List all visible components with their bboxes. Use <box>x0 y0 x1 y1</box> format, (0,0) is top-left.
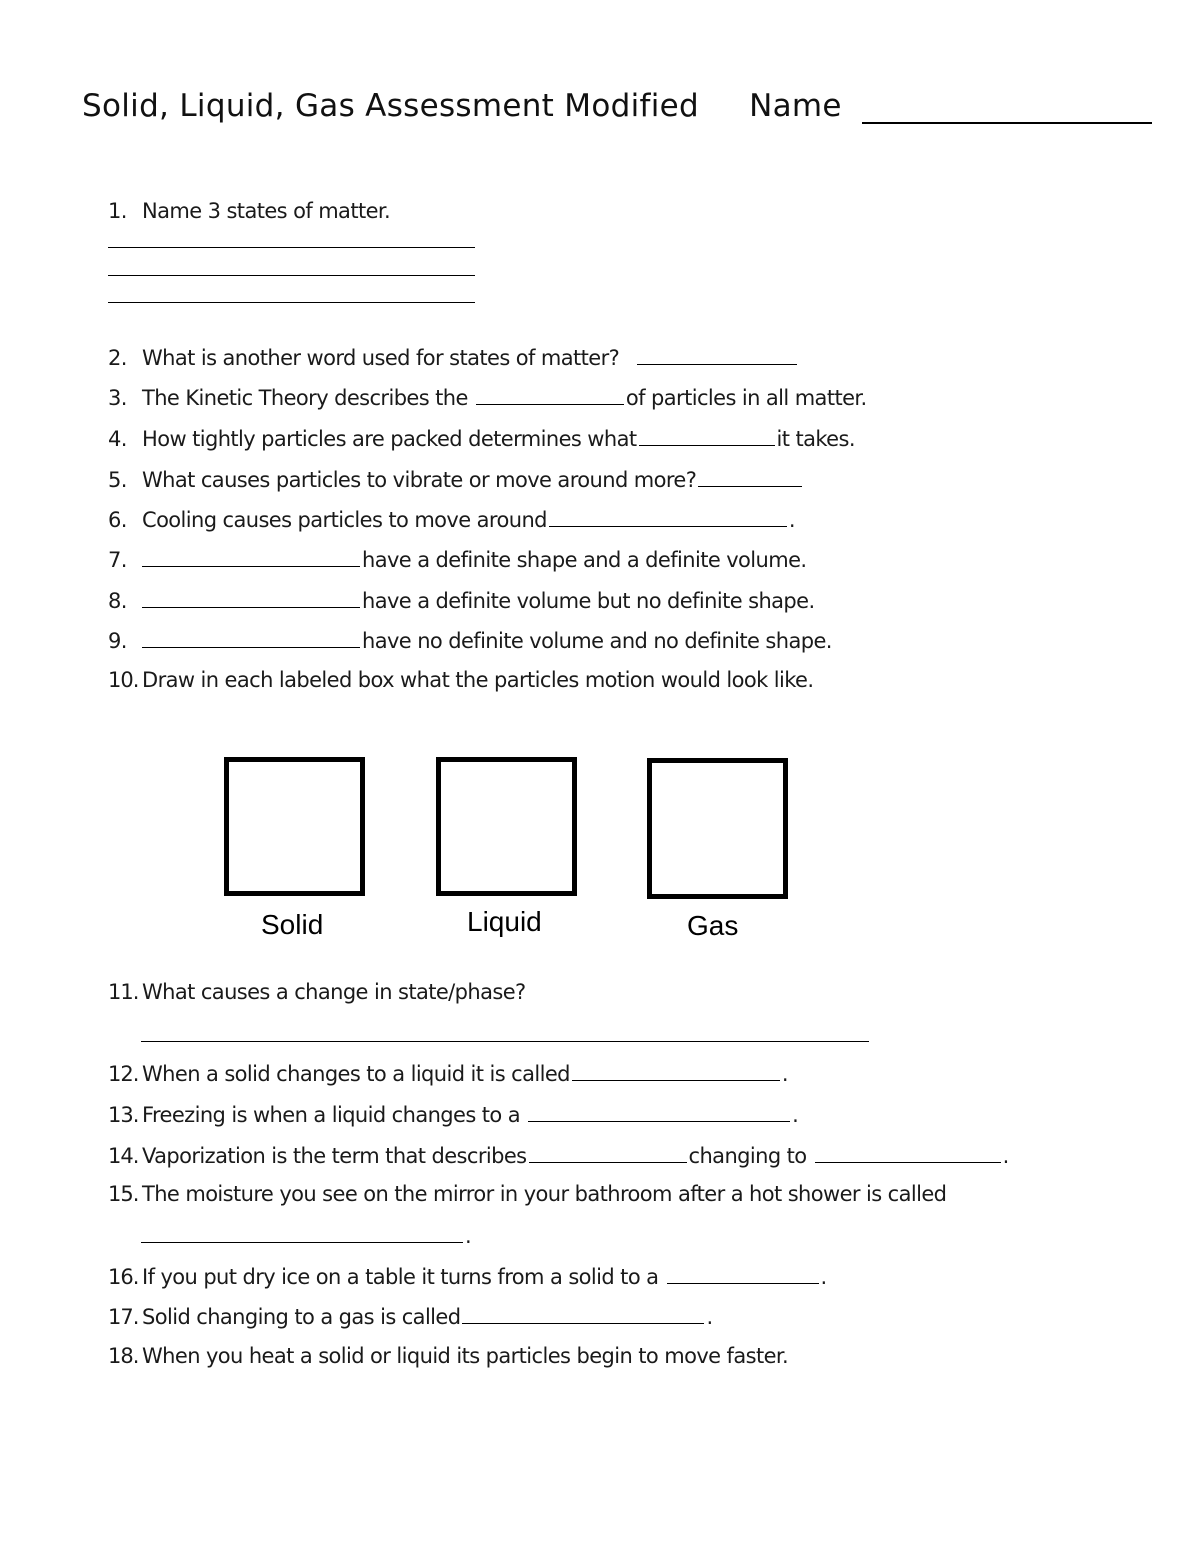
answer-blank[interactable] <box>476 384 624 405</box>
question-number: 14. <box>108 1144 139 1168</box>
question-text: The moisture you see on the mirror in your bathroom after a hot shower is called <box>142 1182 947 1206</box>
answer-blank[interactable] <box>142 587 360 608</box>
question-text: Solid changing to a gas is called <box>142 1305 461 1329</box>
question-11 <box>108 980 526 1004</box>
question-15 <box>108 1182 946 1206</box>
answer-blank[interactable] <box>141 1222 463 1243</box>
liquid-box-label: Liquid <box>467 906 542 937</box>
answer-blank[interactable] <box>637 344 797 365</box>
answer-line-11[interactable] <box>141 1041 869 1042</box>
answer-line-1c[interactable] <box>108 302 475 303</box>
answer-line-1b[interactable] <box>108 275 475 276</box>
question-text: . <box>1002 1144 1009 1168</box>
gas-box-label: Gas <box>687 910 739 941</box>
answer-blank[interactable] <box>572 1060 780 1081</box>
question-5 <box>108 466 804 492</box>
name-field[interactable] <box>862 92 1152 124</box>
answer-blank[interactable] <box>698 466 802 487</box>
gas-drawing-box[interactable] <box>647 758 788 899</box>
question-text: If you put dry ice on a table it turns from a solid to a <box>142 1265 659 1289</box>
question-6 <box>108 506 795 532</box>
question-number: 2. <box>108 346 127 370</box>
question-1 <box>108 199 390 223</box>
question-text: . <box>820 1265 827 1289</box>
liquid-drawing-box[interactable] <box>436 757 577 896</box>
question-number: 15. <box>108 1182 139 1206</box>
question-number: 12. <box>108 1062 139 1086</box>
question-text: Freezing is when a liquid changes to a <box>142 1103 520 1127</box>
question-number: 18. <box>108 1344 139 1368</box>
question-text: . <box>465 1224 472 1248</box>
answer-blank[interactable] <box>639 425 775 446</box>
answer-blank[interactable] <box>142 627 360 648</box>
question-text: The Kinetic Theory describes the <box>142 386 468 410</box>
worksheet-title-row <box>82 88 1162 124</box>
question-10 <box>108 668 813 692</box>
answer-blank[interactable] <box>667 1263 819 1284</box>
name-label: Name <box>749 88 842 124</box>
question-text: changing to <box>688 1144 807 1168</box>
solid-drawing-box[interactable] <box>224 757 365 896</box>
question-text: have a definite volume but no definite shape. <box>362 589 815 613</box>
question-number: 9. <box>108 629 127 653</box>
question-12 <box>108 1060 788 1086</box>
question-text: Draw in each labeled box what the particles motion would look like. <box>142 668 814 692</box>
question-text: it takes. <box>776 427 855 451</box>
question-text: have no definite volume and no definite shape. <box>362 629 832 653</box>
question-text: . <box>792 1103 799 1127</box>
question-text: Name 3 states of matter. <box>142 199 391 223</box>
question-2 <box>108 344 799 370</box>
question-number: 16. <box>108 1265 139 1289</box>
question-text: What is another word used for states of matter? <box>142 346 620 370</box>
question-number: 10. <box>108 668 139 692</box>
question-number: 5. <box>108 468 127 492</box>
answer-line-1a[interactable] <box>108 247 475 248</box>
question-14 <box>108 1142 1009 1168</box>
question-number: 17. <box>108 1305 139 1329</box>
question-text: . <box>706 1305 713 1329</box>
question-text: When a solid changes to a liquid it is called <box>142 1062 570 1086</box>
question-text: Vaporization is the term that describes <box>142 1144 527 1168</box>
answer-blank[interactable] <box>528 1101 790 1122</box>
answer-blank[interactable] <box>142 546 360 567</box>
answer-blank[interactable] <box>815 1142 1001 1163</box>
question-number: 11. <box>108 980 139 1004</box>
question-13 <box>108 1101 798 1127</box>
question-17 <box>108 1303 713 1329</box>
question-8 <box>108 587 815 613</box>
answer-blank[interactable] <box>529 1142 687 1163</box>
question-3 <box>108 384 867 410</box>
answer-blank[interactable] <box>462 1303 704 1324</box>
solid-box-label: Solid <box>261 909 324 940</box>
question-text: . <box>788 508 795 532</box>
question-text: Cooling causes particles to move around <box>142 508 547 532</box>
question-text: When you heat a solid or liquid its particles begin to move faster. <box>142 1344 789 1368</box>
worksheet-title: Solid, Liquid, Gas Assessment Modified <box>82 88 699 124</box>
question-number: 8. <box>108 589 127 613</box>
question-number: 3. <box>108 386 127 410</box>
question-16 <box>108 1263 827 1289</box>
question-7 <box>108 546 807 572</box>
question-4 <box>108 425 855 451</box>
question-number: 7. <box>108 548 127 572</box>
question-number: 4. <box>108 427 127 451</box>
answer-blank[interactable] <box>549 506 787 527</box>
question-text: What causes particles to vibrate or move around more? <box>142 468 697 492</box>
question-text: of particles in all matter. <box>625 386 867 410</box>
question-number: 6. <box>108 508 127 532</box>
question-text: . <box>781 1062 788 1086</box>
question-text: What causes a change in state/phase? <box>142 980 526 1004</box>
question-18 <box>108 1344 788 1368</box>
question-text: have a definite shape and a definite volume. <box>362 548 807 572</box>
question-text: How tightly particles are packed determines what <box>142 427 637 451</box>
question-number: 13. <box>108 1103 139 1127</box>
question-9 <box>108 627 832 653</box>
question-15-answer-row <box>141 1222 471 1248</box>
question-number: 1. <box>108 199 127 223</box>
